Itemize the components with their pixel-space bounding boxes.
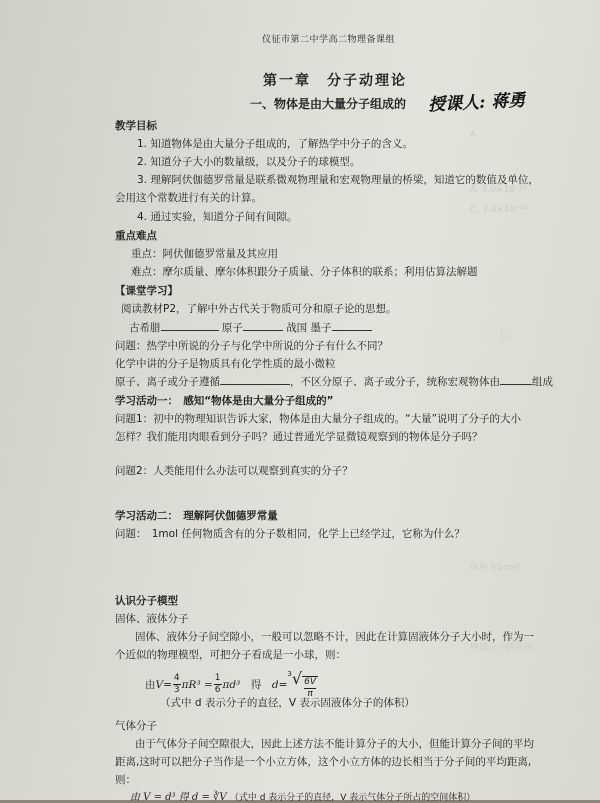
fill-blank[interactable] [220, 384, 290, 385]
fill-blank[interactable] [500, 384, 532, 385]
solid-paragraph: 固体、液体分子间空隙小，一般可以忽略不计，因此在计算固液体分子大小时，作为一 [135, 631, 534, 643]
chemistry-definition: 化学中讲的分子是物质具有化学性质的最小微粒 [115, 358, 336, 370]
gas-paragraph-end: 则： [115, 774, 136, 786]
handwritten-signature: 授课人: 蒋勇 [427, 90, 526, 116]
atom-label: 原子 [221, 322, 243, 334]
difficulty-point: 难点：摩尔质量、摩尔体积跟分子质量、分子体积的联系；利用估算法解题 [131, 266, 478, 278]
goal-item: 2. 知道分子大小的数量级，以及分子的球模型。 [137, 156, 361, 168]
focus-point: 重点：阿伏伽德罗常量及其应用 [131, 248, 278, 260]
fill-blank[interactable] [332, 330, 372, 331]
question-1: 问题1：初中的物理知识告诉大家，物体是由大量分子组成的。“大量”说明了分子的大小 [115, 413, 522, 425]
unification-row: 原子、离子或分子遵循 ，不区分原子、离子或分子，统称宏观物体由 组成 [115, 376, 553, 388]
solid-heading: 固体、液体分子 [115, 613, 189, 625]
goal-item: 1. 知道物体是由大量分子组成的，了解热学中分子的含义。 [137, 138, 413, 150]
question-1-continued: 怎样？我们能用肉眼看到分子吗？通过普通光学显微镜观察到的物体是分子吗？ [115, 431, 483, 443]
gas-paragraph: 由于气体分子间空隙很大，因此上述方法不能计算分子的大小，但能计算分子间的平均 [135, 738, 534, 750]
fraction-four-thirds: $\frac{4}{3}$ [173, 673, 180, 695]
gas-formula-note: （式中 d 表示分子的直径，V 表示气体分子所占的空间体积） [229, 793, 476, 803]
chapter-title: 第一章 分子动理论 [263, 73, 407, 89]
goal-item: 4. 通过实验，知道分子间有间隙。 [137, 211, 298, 223]
question-2: 问题2：人类能用什么办法可以观察到真实的分子？ [115, 465, 353, 477]
chemistry-question: 问题：热学中所说的分子与化学中所说的分子有什么不同？ [115, 340, 388, 352]
model-heading: 认识分子模型 [115, 595, 178, 607]
activity1-heading: 学习活动一： 感知“物体是由大量分子组成的” [115, 395, 334, 407]
goals-heading: 教学目标 [115, 120, 157, 132]
gas-paragraph-continued: 距离,这时可以把分子当作是一个小立方体，这个小立方体的边长相当于分子间的平均距离, [115, 756, 532, 768]
solid-paragraph-continued: 个近似的物理模型，可把分子看成是一小球，则： [115, 649, 346, 661]
activity2-heading: 学习活动二： 理解阿伏伽德罗常量 [115, 510, 278, 522]
fill-blank[interactable] [161, 330, 219, 331]
sphere-volume-formula: 由 V = $\frac{4}{3}$ πR³ = $\frac{1}{6}$ πd³ 得 d = $^3$√ $\frac{6V}{\pi}$ [145, 669, 316, 699]
fraction-one-sixth: $\frac{1}{6}$ [214, 673, 221, 695]
mozi-label: 战国 墨子 [286, 322, 332, 334]
cube-volume-formula: 由 V = d³ 得 d = ∛V [130, 792, 227, 803]
goal-item: 3. 理解阿伏伽德罗常量是联系微观物理量和宏观物理量的桥梁，知道它的数值及单位， [137, 174, 539, 186]
goal-item-continued: 会用这个常数进行有关的计算。 [115, 192, 262, 204]
worksheet-page: A. A. 3.0×10⁻²⁶ C. 3.0×10⁻¹⁰ C. 体积为1cm³ 则该分子的直径 仪征市第二中学高二物理备课组 第一章 分子动理论 一、物体是由大量分子组成的 授课人: 蒋勇 教学目标 1. 知道物体是由大量分子组成的，了解热学中分子的含义。 2. 知道分子大小的数量级，以及分子的球模型。 3. 理解阿伏伽德罗常量是联系微观物理量和宏观物理量的桥梁，知道它的数值及单位， 会用这个常数进行有关的计算。 4. 通过实验，知道分子间有间隙。 重点难点 重点：阿伏伽德罗常量及其应用 难点：摩尔质量、摩尔体积跟分子质量、分子体积的联系；利用估算法解题 【课堂学习】 阅读教材P2，了解中外古代关于物质可分和原子论的思想。 古希腊 原子 战国 墨子 问题：热学中所说的分子与化学中所说的分子有什么不同？ 化学中讲的分子是物质具有化学性质的最小微粒 原子、离子或分子遵循 ，不区分原子、离子或分子，统称宏观物体由 组成 学习活动一： 感知“物体是由大量分子组成的” 问题1：初中的物理知识告诉大家，物体是由大量分子组成的。“大量”说明了分子的大小 怎样？我们能用肉眼看到分子吗？通过普通光学显微镜观察到的物体是分子吗？ 问题2：人类能用什么办法可以观察到真实的分子？ 学习活动二： 理解阿伏伽德罗常量 问题： 1mol 任何物质含有的分子数相同，化学上已经学过，它称为什么？ 认识分子模型 固体、液体分子 固体、液体分子间空隙小，一般可以忽略不计，因此在计算固液体分子大小时，作为一 个近似的物理模型，可把分子看成是一小球，则： 由 V = $\frac{4}{3}$ πR³ = $\frac{1}{6}$ πd³ 得 d = $^3$√ $\frac{6V}{\pi}$ （式中 d 表示分子的直径，V 表示固液体分子的体积） 气体分子 由于气体分子间空隙很大，因此上述方法不能计算分子的大小，但能计算分子间的平均 距离,这时可以把分子当作是一个小立方体，这个小立方体的边长相当于分子间的平均距离, 则： 由 V = d³ 得 d = ∛V （式中 d 表示分子的直径，V 表示气体分子所占的空间体积） [0, 0, 600, 800]
cube-root: $^3$√ $\frac{6V}{\pi}$ [287, 669, 316, 699]
solid-formula-note: （式中 d 表示分子的直径，V 表示固液体分子的体积） [160, 697, 415, 709]
gas-heading: 气体分子 [115, 720, 157, 732]
activity2-question: 问题： 1mol 任何物质含有的分子数相同，化学上已经学过，它称为什么？ [115, 528, 465, 540]
gas-formula-row [130, 788, 475, 803]
classroom-heading: 【课堂学习】 [115, 285, 178, 297]
section-title: 一、物体是由大量分子组成的 [250, 97, 407, 111]
ancient-greece-label: 古希腊 [129, 322, 161, 334]
header: 仪征市第二中学高二物理备课组 [262, 35, 396, 45]
fill-blank[interactable] [243, 330, 283, 331]
ancient-thought-row [129, 320, 372, 335]
key-points-heading: 重点难点 [115, 230, 157, 242]
reading-instruction: 阅读教材P2，了解中外古代关于物质可分和原子论的思想。 [121, 303, 397, 315]
